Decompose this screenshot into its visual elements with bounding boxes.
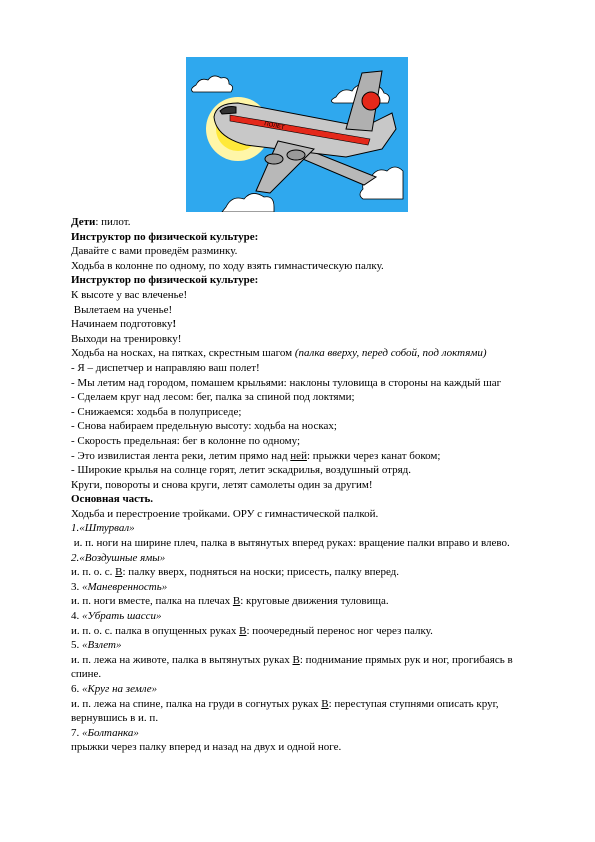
paragraph: Ходьба в колонне по одному, по ходу взять гимнастическую палку.: [71, 259, 384, 272]
exercise-key: В: [239, 624, 247, 637]
exercise-body: [71, 624, 541, 639]
dialog-line: - Мы летим над городом, помашем крыльями: наклоны туловища в стороны на каждый шаг: [71, 376, 502, 389]
paragraph: Круги, повороты и снова круги, летят самолеты один за другим!: [71, 478, 373, 491]
dialog-text: : прыжки через канат боком;: [306, 449, 441, 462]
dialog-line: - Сделаем круг над лесом: бег, палка за спиной под локтями;: [71, 391, 355, 404]
exercise-text: : поочередный перенос ног через палку.: [246, 624, 433, 637]
exercise-key: В: [232, 595, 241, 608]
verse-line: К высоте у вас влеченье!: [71, 288, 188, 301]
paragraph: Ходьба и перестроение тройками. ОРУ с гимнастической палкой.: [71, 507, 379, 520]
exercise-text: : поднимание прямых рук и ног, прогибаясь в спине.: [71, 653, 516, 681]
exercise-name: «Убрать шасси»: [82, 610, 162, 623]
exercise-body: прыжки через палку вперед и назад на двух и одной ноге.: [71, 741, 342, 754]
exercise-title: [71, 638, 541, 653]
section-heading: Основная часть.: [71, 493, 154, 506]
exercise-text: и. п. о. с. палка в опущенных руках: [71, 624, 240, 637]
dialog-text: - Это извилистая лента реки, летим прямо над: [71, 449, 291, 462]
exercise-body: [71, 565, 541, 580]
walk-text: Ходьба на носках, на пятках, скрестным шагом: [71, 347, 295, 360]
exercise-number: 4.: [71, 610, 82, 623]
exercise-title: [71, 609, 541, 624]
verse-line: Вылетаем на ученье!: [71, 303, 173, 316]
dialog-line: - Снова набираем предельную высоту: ходьба на носках;: [71, 420, 337, 433]
exercise-number: 5.: [71, 639, 82, 652]
airplane-illustration: [186, 57, 408, 212]
verse-line: [71, 317, 541, 332]
speaker-heading: Инструктор по физической культуре:: [71, 230, 259, 243]
exercise-body: [71, 594, 541, 609]
exercise-number: 7.: [71, 726, 82, 739]
verse-line: Выходи на тренировку!: [71, 332, 182, 345]
role-value: : пилот.: [95, 216, 131, 228]
dialog-line: - Широкие крылья на солнце горят, летит эскадрилья, воздушный отряд.: [71, 464, 412, 477]
dialog-line: - Снижаемся: ходьба в полуприседе;: [71, 405, 242, 418]
exercise-number: 3.: [71, 580, 82, 593]
exercise-title: [71, 726, 541, 741]
exercise-name: «Маневренность»: [82, 580, 168, 593]
document-body: [71, 215, 541, 755]
exercise-title: [71, 580, 541, 595]
plane-text: ПОЛЕТ: [263, 121, 285, 132]
exercise-title: 1.«Штурвал»: [71, 522, 135, 535]
exercise-text: : переступая ступнями описать круг, вернувшись в и. п.: [71, 697, 502, 725]
exercise-key: В: [321, 697, 329, 710]
dialog-line: - Я – диспетчер и направляю ваш полет!: [71, 361, 260, 374]
role-line: [71, 215, 541, 230]
role-label: Дети: [71, 216, 96, 228]
exercise-body: [71, 653, 541, 682]
exercise-number: 6.: [71, 683, 82, 695]
paragraph: Давайте с вами проведём разминку.: [71, 245, 238, 258]
exercise-name: «Болтанка»: [82, 726, 139, 739]
dialog-underlined: ней: [290, 449, 307, 462]
exercise-name: «Круг на земле»: [82, 683, 158, 695]
speaker-heading: Инструктор по физической культуре:: [71, 274, 259, 287]
exercise-title: 2.«Воздушные ямы»: [71, 551, 166, 564]
exercise-text: и. п. ноги вместе, палка на плечах: [71, 595, 233, 608]
exercise-text: и. п. о. с.: [71, 566, 116, 579]
verse-text: Начинаем подготовку: [71, 318, 173, 331]
exercise-text: : круговые движения туловища.: [240, 595, 389, 608]
walk-note: (палка вверху, перед собой, под локтями): [294, 347, 487, 360]
paragraph: [71, 346, 541, 361]
verse-mark: !: [172, 318, 177, 331]
exercise-title: [71, 682, 541, 697]
exercise-text: : палку вверх, подняться на носки; присесть, палку вперед.: [122, 566, 400, 579]
dialog-line: - Скорость предельная: бег в колонне по одному;: [71, 434, 301, 447]
dialog-line: [71, 449, 541, 464]
exercise-body: [71, 697, 541, 726]
exercise-key: В: [292, 653, 300, 666]
exercise-body: и. п. ноги на ширине плеч, палка в вытянутых вперед руках: вращение палки вправо и влево.: [71, 537, 510, 550]
exercise-text: и. п. лежа на спине, палка на груди в согнутых руках: [71, 697, 322, 710]
exercise-key: В: [115, 566, 123, 579]
exercise-name: «Взлет»: [82, 639, 122, 652]
exercise-text: и. п. лежа на животе, палка в вытянутых руках: [71, 653, 293, 666]
